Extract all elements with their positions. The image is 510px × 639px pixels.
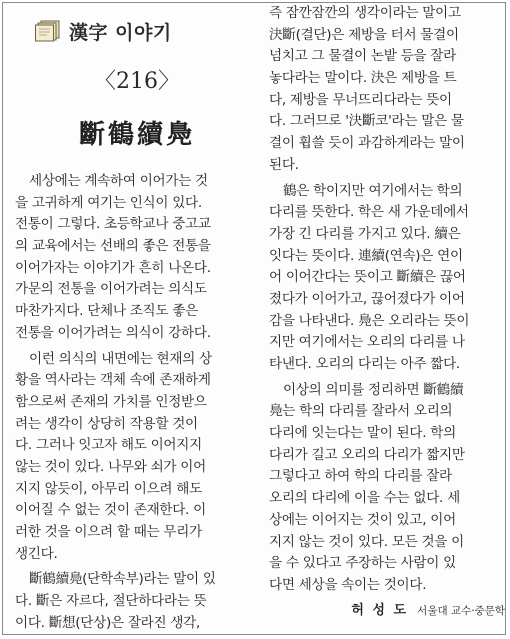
text-line: 이다. 斷想(단상)은 잘라진 생각, (15, 614, 201, 631)
left-column (15, 11, 259, 634)
column-header (35, 11, 259, 51)
text-line: 가장 긴 다리를 가지고 있다. 續은 (269, 225, 461, 242)
byline (269, 599, 505, 618)
text-line: 지만 여기에서는 오리의 다리를 나 (269, 334, 465, 351)
text-line: 을 수 있다고 주장하는 사람이 있 (269, 555, 456, 572)
text-line: 된다. (269, 156, 299, 173)
text-line: 을 고귀하게 여기는 인식이 있다. (15, 194, 202, 211)
text-line: 다. 斷은 자르다, 절단하다라는 뜻 (15, 593, 207, 610)
text-line: 다리가 길고 오리의 다리가 짧지만 (269, 446, 465, 463)
text-line: 타낸다. 오리의 다리는 아주 짧다. (269, 356, 460, 372)
text-line: 결이 휩쓸 듯이 과감하게라는 말이 (269, 135, 465, 152)
text-line: 마찬가지다. 단체나 조직도 좋은 (15, 303, 198, 320)
text-line: 전통이 그렇다. 초등학교나 중고교 (15, 216, 211, 233)
text-line: 鶴은 학이지만 여기에서는 학의 (283, 182, 463, 199)
text-line: 이어질 수 없는 것이 존재한다. 이 (15, 502, 206, 519)
text-line: 지지 않듯이, 아무리 이으려 해도 (15, 480, 202, 497)
text-line: 감을 나타낸다. 鳧은 오리라는 뜻이 (269, 312, 470, 329)
text-line: 鳧는 학의 다리를 잘라서 오리의 (269, 403, 453, 420)
text-line: 가문의 전통을 이어가려는 의식도 (15, 281, 207, 298)
text-line: 그렇다고 하여 학의 다리를 잘라 (269, 468, 452, 485)
text-line: 이상의 의미를 정리하면 斷鶴續 (283, 381, 464, 398)
text-line: 넘치고 그 물결이 논밭 등을 잘라 (269, 48, 456, 65)
text-line: 려는 생각이 상당히 작용할 것이 (15, 415, 198, 432)
text-line: 이런 의식의 내면에는 현재의 상 (29, 350, 212, 367)
text-line: 함으로써 존재의 가치를 인정받으 (15, 393, 207, 410)
text-line: 다리에 잇는다는 말이 된다. 학의 (269, 425, 456, 442)
text-line: 세상에는 계속하여 이어가는 것 (29, 173, 208, 189)
text-line: 생긴다. (15, 545, 58, 562)
text-line: 다. 그러나 잇고자 해도 이어지지 (15, 437, 202, 454)
column-title: 漢字 이야기 (69, 21, 172, 44)
text-line: 전통을 이어가려는 의식이 강하다. (15, 324, 211, 341)
text-line: 러한 것을 이으려 할 때는 무리가 (15, 524, 202, 540)
text-line: 다리를 뜻한다. 학은 새 가운데에서 (269, 204, 469, 221)
text-line: 다면 세상을 속이는 것이다. (269, 576, 427, 593)
text-line: 어 이어간다는 뜻이고 斷續은 끊어 (269, 269, 466, 286)
right-column (269, 3, 505, 618)
text-line: 않는 것이 있다. 나무와 쇠가 이어 (15, 458, 206, 475)
left-body-text (15, 171, 259, 634)
text-line: 즉 잠깐잠깐의 생각이라는 말이고 (269, 5, 461, 21)
text-line: 오리의 다리에 이을 수는 없다. 세 (269, 490, 460, 507)
article-frame (2, 2, 506, 635)
text-line: 잇다는 뜻이다. 連續(연속)은 연이 (269, 247, 463, 264)
right-body-text (269, 3, 505, 597)
text-line: 이어가자는 이야기가 흔히 나온다. (15, 259, 211, 276)
text-line: 황을 역사라는 객체 속에 존재하게 (15, 372, 211, 389)
headline: 斷鶴續鳧 (78, 120, 195, 150)
text-line: 상에는 이어지는 것이 있고, 이어 (269, 511, 456, 528)
text-line: 다. 그러므로 '決斷코'라는 말은 물 (269, 113, 464, 130)
text-line: 지지 않는 것이 있다. 모든 것을 이 (269, 533, 464, 550)
issue-number: 〈216〉 (94, 69, 180, 94)
text-line: 졌다가 이어가고, 끊어졌다가 이어 (269, 290, 465, 307)
author-affiliation: 서울대 교수·중문학 (417, 604, 505, 617)
text-line: 다, 제방을 무너뜨리다라는 뜻이 (269, 91, 452, 108)
author-name: 허 성 도 (351, 602, 409, 618)
text-line: 斷鶴續鳧(단학속부)라는 말이 있 (29, 571, 216, 588)
text-line: 決斷(결단)은 제방을 터서 물결이 (269, 26, 459, 43)
book-icon (35, 20, 61, 42)
text-line: 의 교육에서는 선배의 좋은 전통을 (15, 238, 211, 255)
text-line: 놓다라는 말이다. 決은 제방을 트 (269, 70, 457, 87)
